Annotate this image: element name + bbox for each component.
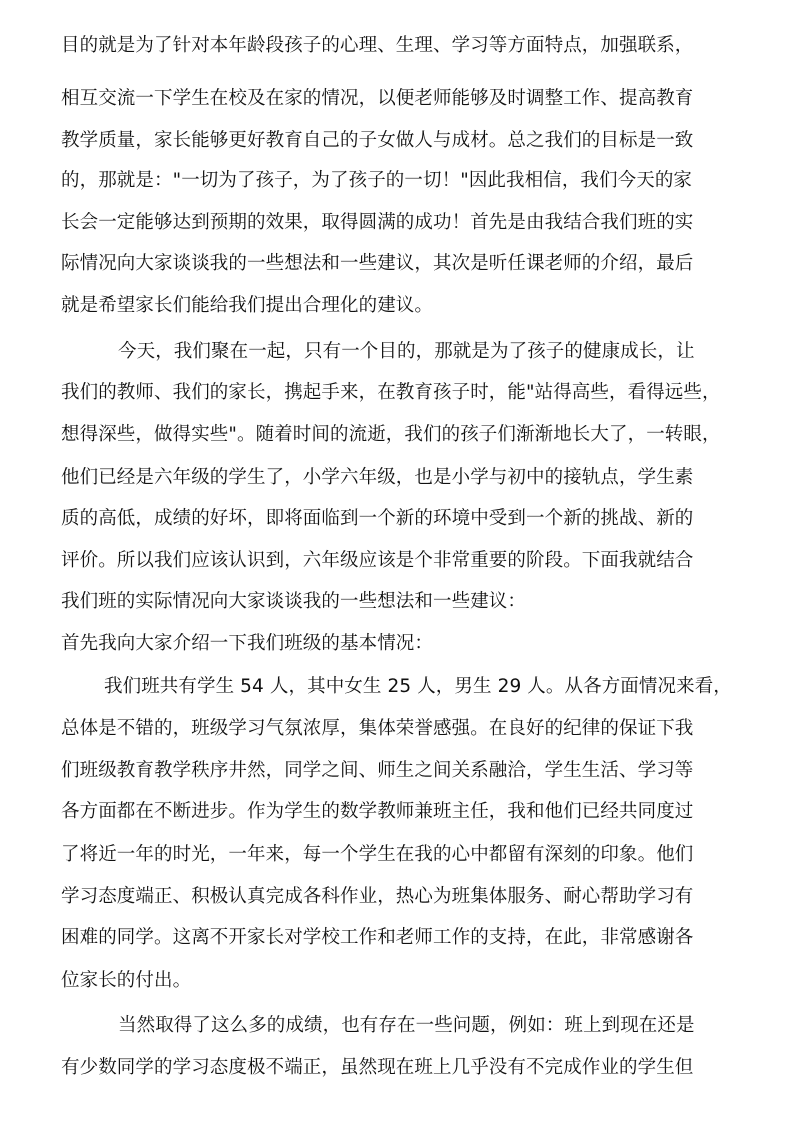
text-line: 总体是不错的，班级学习气氛浓厚，集体荣誉感强。在良好的纪律的保证下我 [61, 718, 694, 739]
text-line: 的，那就是："一切为了孩子，为了孩子的一切！"因此我相信，我们今天的家 [61, 170, 693, 191]
text-line: 他们已经是六年级的学生了，小学六年级，也是小学与初中的接轨点，学生素 [61, 467, 694, 488]
text-line: 评价。所以我们应该认识到，六年级应该是个非常重要的阶段。下面我就结合 [61, 550, 694, 571]
text-line: 就是希望家长们能给我们提出合理化的建议。 [61, 295, 434, 316]
section-intro-line: 首先我向大家介绍一下我们班级的基本情况： [61, 633, 434, 654]
text-line: 们班级教育教学秩序井然，同学之间、师生之间关系融洽，学生生活、学习等 [61, 760, 694, 781]
text-line: 我们班的实际情况向大家谈谈我的一些想法和一些建议： [61, 591, 527, 612]
text-line: 教学质量，家长能够更好教育自己的子女做人与成材。总之我们的目标是一致 [61, 130, 694, 151]
paragraph-first-line: 今天，我们聚在一起，只有一个目的，那就是为了孩子的健康成长，让 [118, 341, 695, 362]
text-line: 际情况向大家谈谈我的一些想法和一些建议，其次是听任课老师的介绍，最后 [61, 253, 694, 274]
text-line: 了将近一年的时光，一年来，每一个学生在我的心中都留有深刻的印象。他们 [61, 844, 694, 865]
text-line: 我们的教师、我们的家长，携起手来，在教育孩子时，能"站得高些，看得远些， [61, 382, 721, 403]
paragraph-first-line: 当然取得了这么多的成绩，也有存在一些问题，例如：班上到现在还是 [118, 1015, 695, 1036]
text-line: 长会一定能够达到预期的效果，取得圆满的成功！首先是由我结合我们班的实 [61, 212, 694, 233]
text-line: 目的就是为了针对本年龄段孩子的心理、生理、学习等方面特点，加强联系， [61, 35, 694, 56]
text-line: 相互交流一下学生在校及在家的情况，以便老师能够及时调整工作、提高教育 [61, 88, 694, 109]
text-line: 学习态度端正、积极认真完成各科作业，热心为班集体服务、耐心帮助学习有 [61, 886, 694, 907]
text-line: 各方面都在不断进步。作为学生的数学教师兼班主任，我和他们已经共同度过 [61, 801, 694, 822]
text-line: 有少数同学的学习态度极不端正，虽然现在班上几乎没有不完成作业的学生但 [61, 1057, 694, 1078]
text-line: 想得深些，做得实些"。随着时间的流逝，我们的孩子们渐渐地长大了，一转眼， [61, 424, 721, 445]
text-line: 位家长的付出。 [61, 970, 192, 991]
text-line: 困难的同学。这离不开家长对学校工作和老师工作的支持，在此，非常感谢各 [61, 927, 694, 948]
text-line: 质的高低，成绩的好坏，即将面临到一个新的环境中受到一个新的挑战、新的 [61, 508, 694, 529]
paragraph-first-line: 我们班共有学生 54 人，其中女生 25 人，男生 29 人。从各方面情况来看， [104, 676, 732, 697]
